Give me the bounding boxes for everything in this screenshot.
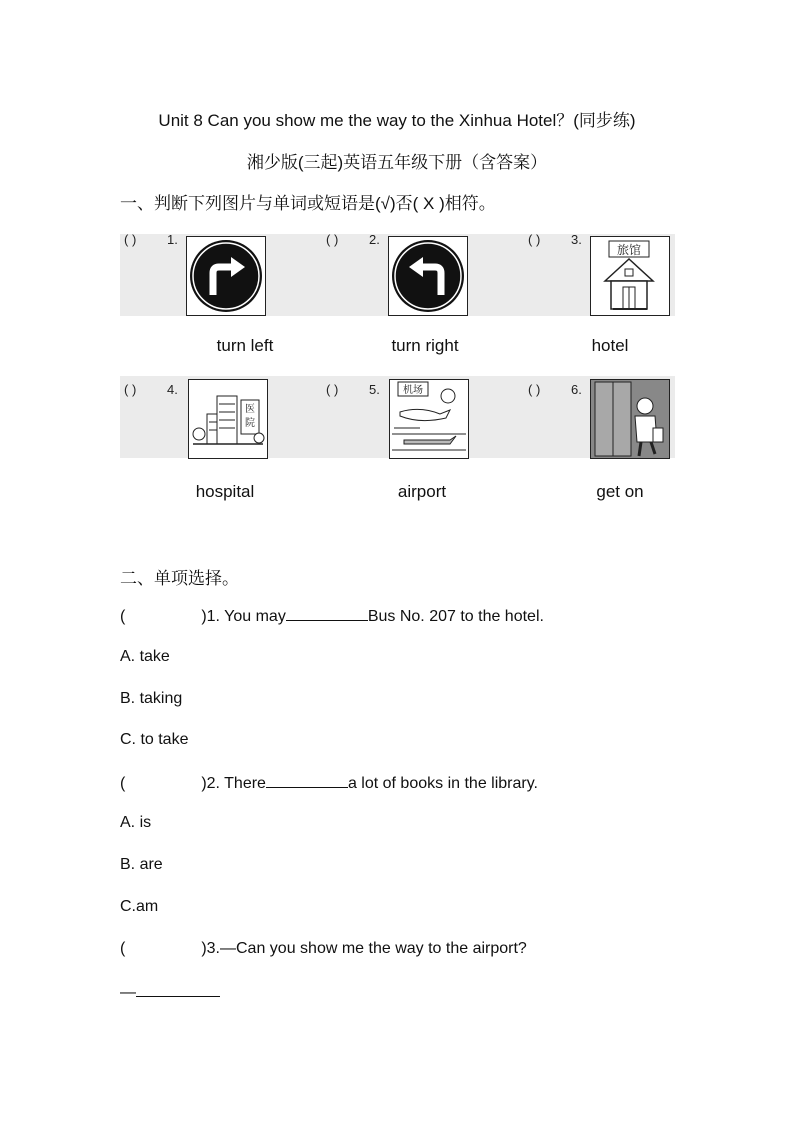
- picture-2: [388, 236, 468, 316]
- item-number-1: 1.: [167, 232, 178, 247]
- q2-option-c[interactable]: C.am: [120, 898, 159, 915]
- q1-lead: (: [120, 608, 126, 625]
- section1-heading: 一、判断下列图片与单词或短语是(√)否( X )相符。: [120, 194, 496, 213]
- q2-stem-before: )2. There: [201, 775, 266, 792]
- q3-stem-before: )3.—Can you show me the way to the airport?: [201, 940, 527, 957]
- answer-paren-5[interactable]: ( ): [326, 382, 339, 397]
- airport-icon: [390, 380, 468, 458]
- item-label-4: hospital: [195, 482, 255, 501]
- item-label-3: hotel: [591, 336, 629, 355]
- q3-answer-prefix: —: [120, 984, 136, 1001]
- question-2: [120, 773, 538, 793]
- item-number-4: 4.: [167, 382, 178, 397]
- question-1: [120, 606, 544, 626]
- question-3: [120, 940, 527, 958]
- q1-stem-before: )1. You may: [201, 608, 286, 625]
- item-label-6: get on: [596, 482, 644, 501]
- item-number-5: 5.: [369, 382, 380, 397]
- q2-lead: (: [120, 775, 126, 792]
- picture-4: [188, 379, 268, 459]
- q1-answer-blank[interactable]: [286, 606, 368, 621]
- item-label-2: turn right: [391, 336, 459, 355]
- svg-text:院: 院: [245, 418, 255, 429]
- item-number-2: 2.: [369, 232, 380, 247]
- q1-option-b[interactable]: B. taking: [120, 690, 183, 707]
- answer-paren-6[interactable]: ( ): [528, 382, 541, 397]
- hotel-building-icon: [591, 237, 669, 315]
- item-number-6: 6.: [571, 382, 582, 397]
- hotel-sign-text: 旅馆: [616, 243, 642, 257]
- picture-6: [590, 379, 670, 459]
- svg-text:医: 医: [245, 404, 255, 415]
- picture-5: [389, 379, 469, 459]
- q1-stem-after: Bus No. 207 to the hotel.: [367, 608, 544, 625]
- q3-lead: (: [120, 940, 126, 957]
- q2-option-b[interactable]: B. are: [120, 856, 163, 873]
- answer-paren-1[interactable]: ( ): [124, 232, 137, 247]
- answer-paren-2[interactable]: ( ): [326, 232, 339, 247]
- person-getting-on-bus-icon: [591, 380, 669, 458]
- item-number-3: 3.: [571, 232, 582, 247]
- hospital-building-icon: [189, 380, 267, 458]
- page-subtitle: 湘少版(三起)英语五年级下册（含答案）: [246, 153, 548, 172]
- q1-option-a[interactable]: A. take: [120, 648, 170, 665]
- q2-stem-after: a lot of books in the library.: [347, 775, 538, 792]
- q1-option-c[interactable]: C. to take: [120, 731, 189, 748]
- q3-answer-blank[interactable]: [136, 982, 220, 997]
- section2-heading: 二、单项选择。: [120, 569, 239, 588]
- picture-1: [186, 236, 266, 316]
- item-label-1: turn left: [216, 336, 274, 355]
- picture-3: [590, 236, 670, 316]
- turn-right-sign-icon: [187, 237, 265, 315]
- q2-option-a[interactable]: A. is: [120, 814, 152, 831]
- answer-paren-3[interactable]: ( ): [528, 232, 541, 247]
- answer-paren-4[interactable]: ( ): [124, 382, 137, 397]
- airport-sign-text: 机场: [403, 385, 423, 396]
- turn-left-sign-icon: [389, 237, 467, 315]
- page-title: Unit 8 Can you show me the way to the Xinhua Hotel？(同步练): [158, 111, 636, 130]
- q2-answer-blank[interactable]: [266, 773, 348, 788]
- q3-answer-line: [120, 982, 220, 1002]
- item-label-5: airport: [397, 482, 447, 501]
